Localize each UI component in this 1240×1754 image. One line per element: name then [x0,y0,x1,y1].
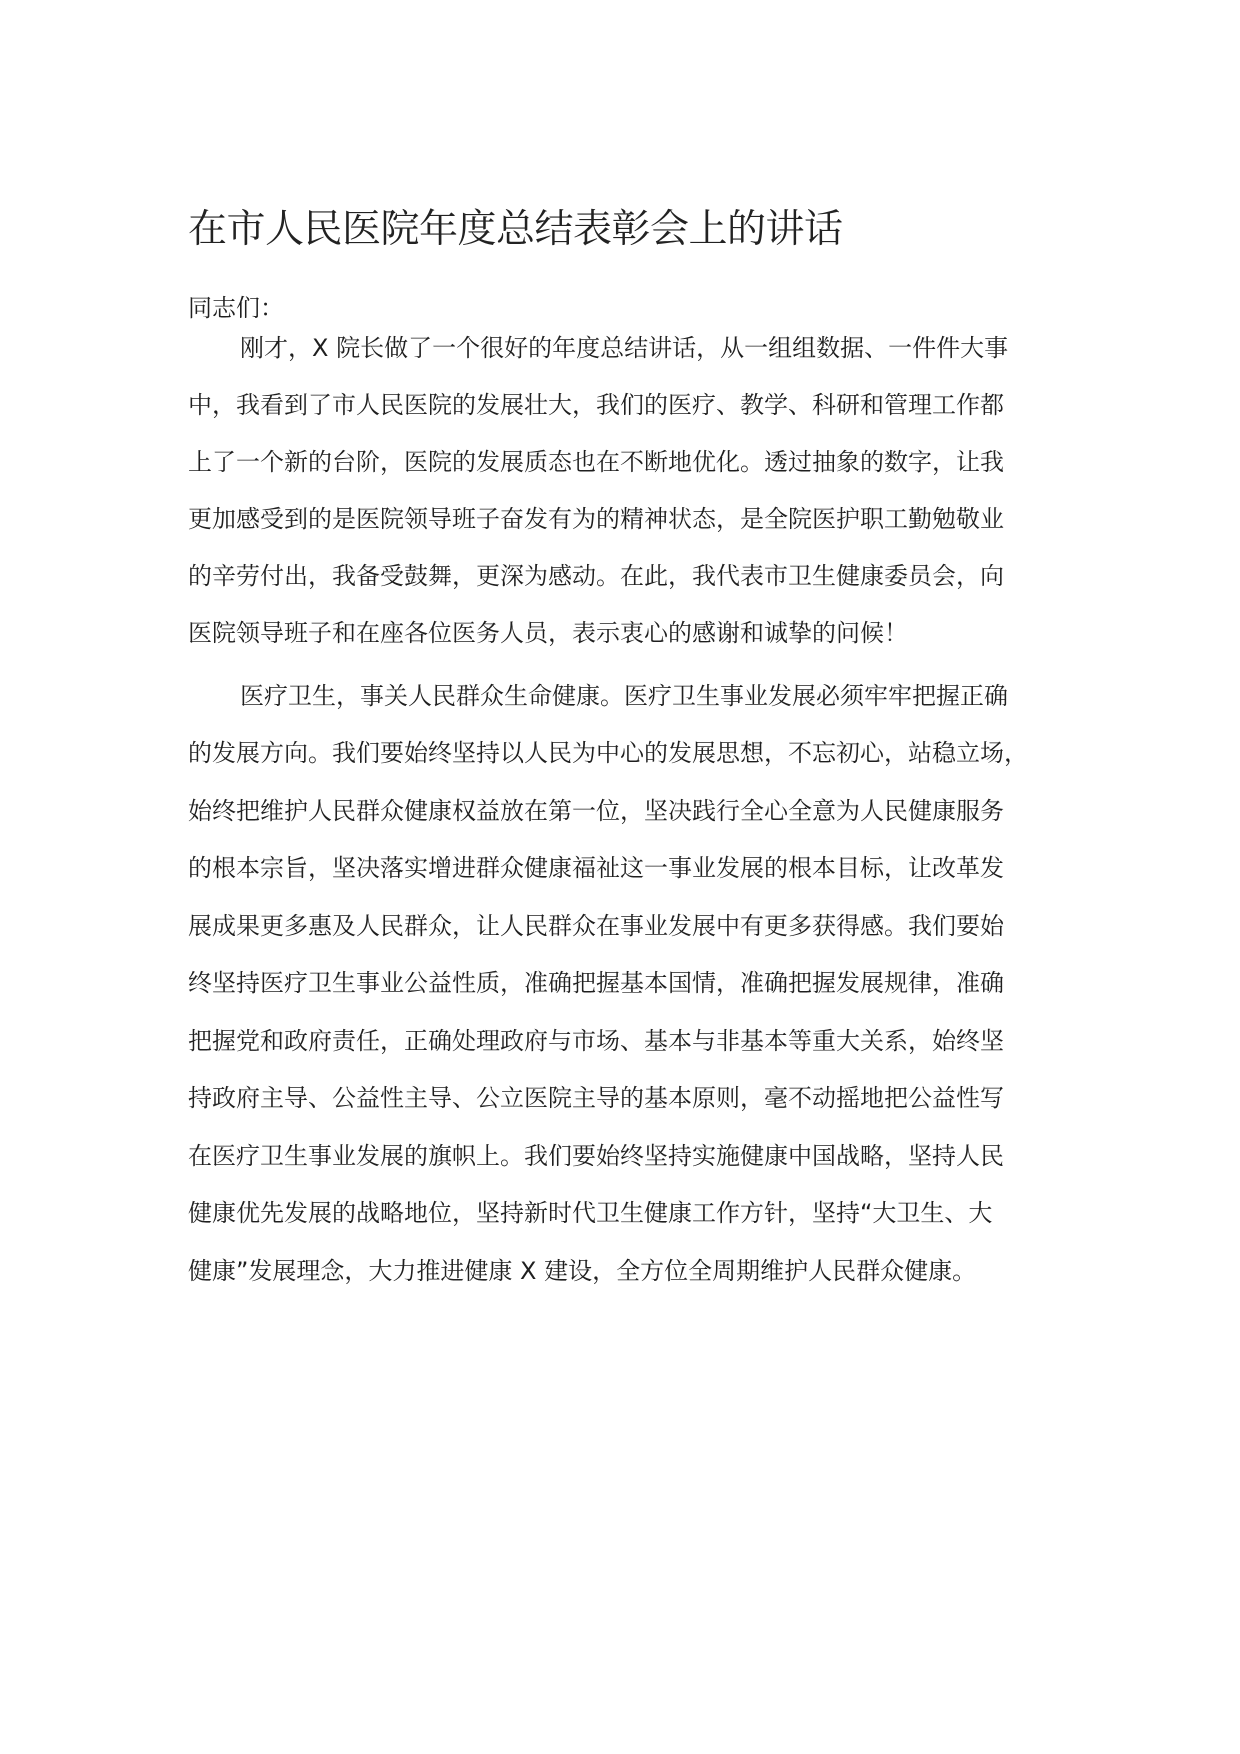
paragraph-2-line: 展成果更多惠及人民群众，让人民群众在事业发展中有更多获得感。我们要始 [188,912,1004,940]
paragraph-2-line: 持政府主导、公益性主导、公立医院主导的基本原则，毫不动摇地把公益性写 [188,1084,1004,1112]
paragraph-2-line: 健康优先发展的战略地位，坚持新时代卫生健康工作方针，坚持“大卫生、大 [188,1199,993,1227]
paragraph-2-line: 的根本宗旨，坚决落实增进群众健康福祉这一事业发展的根本目标，让改革发 [188,854,1004,882]
paragraph-1-line: 刚才，X 院长做了一个很好的年度总结讲话，从一组组数据、一件件大事 [240,334,1009,362]
paragraph-1-line: 上了一个新的台阶，医院的发展质态也在不断地优化。透过抽象的数字，让我 [188,448,1004,476]
paragraph-2-line: 健康”发展理念，大力推进健康 X 建设，全方位全周期维护人民群众健康。 [188,1257,977,1285]
salutation: 同志们： [188,294,284,322]
paragraph-1-line: 医院领导班子和在座各位医务人员，表示衷心的感谢和诚挚的问候！ [188,619,908,647]
document-title: 在市人民医院年度总结表彰会上的讲话 [188,207,843,252]
paragraph-1-line: 更加感受到的是医院领导班子奋发有为的精神状态，是全院医护职工勤勉敬业 [188,505,1004,533]
paragraph-2-line: 医疗卫生，事关人民群众生命健康。医疗卫生事业发展必须牢牢把握正确 [240,682,1008,710]
paragraph-1-line: 的辛劳付出，我备受鼓舞，更深为感动。在此，我代表市卫生健康委员会，向 [188,562,1004,590]
paragraph-2-line: 在医疗卫生事业发展的旗帜上。我们要始终坚持实施健康中国战略，坚持人民 [188,1142,1004,1170]
paragraph-2-line: 把握党和政府责任，正确处理政府与市场、基本与非基本等重大关系，始终坚 [188,1027,1004,1055]
paragraph-2-line: 终坚持医疗卫生事业公益性质，准确把握基本国情，准确把握发展规律，准确 [188,969,1004,997]
paragraph-1-line: 中，我看到了市人民医院的发展壮大，我们的医疗、教学、科研和管理工作都 [188,391,1004,419]
paragraph-2-line: 的发展方向。我们要始终坚持以人民为中心的发展思想，不忘初心，站稳立场， [188,739,1028,767]
paragraph-2-line: 始终把维护人民群众健康权益放在第一位，坚决践行全心全意为人民健康服务 [188,797,1004,825]
